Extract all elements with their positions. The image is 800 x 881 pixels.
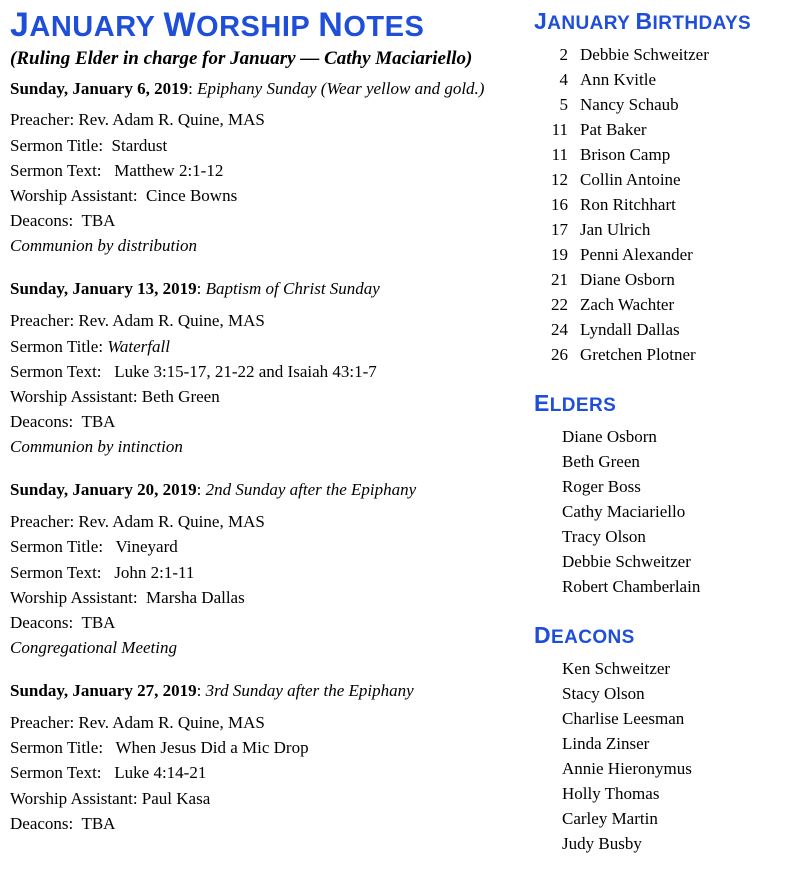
birthday-day: 21 <box>551 269 568 289</box>
list-item <box>534 218 800 243</box>
birthday-day: 16 <box>551 194 568 214</box>
list-item: Debbie Schweitzer <box>562 551 691 571</box>
left-column <box>10 8 530 856</box>
service-theme: Epiphany Sunday (Wear yellow and gold.) <box>197 78 485 98</box>
birthday-day: 11 <box>551 144 568 164</box>
service-separator: : <box>196 279 202 299</box>
service-note: Congregational Meeting <box>10 638 177 657</box>
page-title <box>10 8 524 44</box>
birthday-day: 19 <box>551 244 568 264</box>
service-line-sermon-title: Sermon Title: Vineyard <box>10 537 178 557</box>
list-item <box>534 93 800 118</box>
birthday-day: 2 <box>559 45 568 64</box>
birthday-name: Collin Antoine <box>580 169 681 189</box>
birthday-name: Lyndall Dallas <box>580 319 680 339</box>
list-item: Holly Thomas <box>562 783 660 803</box>
service-theme: Baptism of Christ Sunday <box>205 279 380 299</box>
birthday-name: Ron Ritchhart <box>580 194 676 214</box>
birthday-day: 24 <box>551 319 568 339</box>
list-item: Stacy Olson <box>562 683 645 703</box>
elders-heading-rest: LDERS <box>549 394 617 416</box>
birthday-name: Jan Ulrich <box>580 219 651 239</box>
title-cap-3: N <box>318 6 344 44</box>
service-block <box>10 278 524 459</box>
deacons-heading-rest: EACONS <box>551 626 635 648</box>
birthdays-heading-cap-1: J <box>534 8 548 34</box>
service-line-sermon-title: Sermon Title: Stardust <box>10 135 168 155</box>
list-item <box>534 168 800 193</box>
service-line-preacher: Preacher: Rev. Adam R. Quine, MAS <box>10 512 265 532</box>
list-item <box>534 293 800 318</box>
birthday-name: Penni Alexander <box>580 244 693 264</box>
list-item: Roger Boss <box>562 476 641 496</box>
service-line-sermon-title: Sermon Title: When Jesus Did a Mic Drop <box>10 738 309 758</box>
service-heading <box>10 278 524 301</box>
list-item: Beth Green <box>562 451 640 471</box>
birthday-name: Debbie Schweitzer <box>580 45 709 64</box>
birthday-name: Brison Camp <box>580 144 671 164</box>
service-line-preacher: Preacher: Rev. Adam R. Quine, MAS <box>10 713 265 733</box>
service-separator: : <box>196 480 202 500</box>
service-line-worship-assistant: Worship Assistant: Cince Bowns <box>10 185 238 205</box>
service-block <box>10 479 524 660</box>
list-item <box>534 193 800 218</box>
elders-list <box>534 425 800 600</box>
birthdays-heading-cap-2: B <box>635 8 653 34</box>
list-item: Annie Hieronymus <box>562 758 692 778</box>
list-item <box>534 68 800 93</box>
elders-heading-cap: E <box>534 389 550 416</box>
list-item: Ken Schweitzer <box>562 658 671 678</box>
deacons-heading <box>534 622 800 649</box>
list-item <box>534 43 800 68</box>
service-line-sermon-text: Sermon Text: Luke 4:14-21 <box>10 763 207 783</box>
service-line-deacons: Deacons: TBA <box>10 813 116 833</box>
birthday-day: 5 <box>559 94 568 114</box>
service-line-worship-assistant: Worship Assistant: Paul Kasa <box>10 788 211 808</box>
service-separator: : <box>188 78 193 98</box>
birthdays-heading-rest-1: ANUARY <box>547 13 636 34</box>
birthday-name: Pat Baker <box>580 119 647 139</box>
birthday-day: 26 <box>551 344 568 364</box>
service-theme: 2nd Sunday after the Epiphany <box>205 480 417 500</box>
right-column <box>530 8 800 879</box>
service-line-deacons: Deacons: TBA <box>10 411 116 431</box>
page-subtitle: (Ruling Elder in charge for January — Cathy Maciariello) <box>10 47 473 69</box>
deacons-list <box>534 657 800 857</box>
birthday-name: Gretchen Plotner <box>580 344 696 364</box>
birthday-name: Ann Kvitle <box>580 69 657 89</box>
service-heading <box>10 680 524 703</box>
list-item <box>534 268 800 293</box>
birthday-name: Nancy Schaub <box>580 94 679 114</box>
service-block <box>10 78 524 259</box>
sermon-title-value: Waterfall <box>107 336 170 356</box>
service-note: Communion by distribution <box>10 236 198 256</box>
service-line-worship-assistant: Worship Assistant: Marsha Dallas <box>10 587 245 607</box>
service-line-deacons: Deacons: TBA <box>10 211 116 231</box>
service-line-worship-assistant: Worship Assistant: Beth Green <box>10 386 220 406</box>
title-rest-2: ORSHIP <box>196 11 310 43</box>
birthday-day: 4 <box>559 69 568 89</box>
birthday-day: 11 <box>551 119 568 139</box>
service-date: Sunday, January 13, 2019 <box>10 279 197 299</box>
deacons-heading-cap: D <box>534 621 552 648</box>
title-rest-1: ANUARY <box>29 11 155 43</box>
birthday-day: 17 <box>551 219 568 239</box>
service-heading <box>10 78 524 101</box>
birthday-name: Zach Wachter <box>580 294 675 314</box>
title-cap-1: J <box>10 6 30 44</box>
service-line-sermon-text: Sermon Text: Matthew 2:1-12 <box>10 160 224 180</box>
elders-heading <box>534 390 800 417</box>
service-line-deacons: Deacons: TBA <box>10 612 116 632</box>
list-item: Diane Osborn <box>562 426 657 446</box>
birthdays-heading-rest-2: IRTHDAYS <box>652 13 752 34</box>
service-line-sermon-title: Sermon Title: Waterfall <box>10 336 170 356</box>
list-item <box>534 343 800 368</box>
list-item <box>534 143 800 168</box>
birthday-day: 12 <box>551 169 568 189</box>
service-block <box>10 680 524 836</box>
birthday-name: Diane Osborn <box>580 269 675 289</box>
list-item <box>534 318 800 343</box>
service-line-preacher: Preacher: Rev. Adam R. Quine, MAS <box>10 311 265 331</box>
birthday-list <box>534 43 800 368</box>
service-separator: : <box>196 681 202 701</box>
service-heading <box>10 479 524 502</box>
birthdays-heading <box>534 8 800 35</box>
list-item: Tracy Olson <box>562 526 646 546</box>
list-item: Carley Martin <box>562 808 658 828</box>
list-item <box>534 118 800 143</box>
service-line-sermon-text: Sermon Text: Luke 3:15-17, 21-22 and Isaiah 43:1-7 <box>10 361 377 381</box>
title-cap-2: W <box>163 6 197 44</box>
list-item: Linda Zinser <box>562 733 650 753</box>
list-item: Judy Busby <box>562 833 642 853</box>
list-item: Charlise Leesman <box>562 708 685 728</box>
list-item <box>534 243 800 268</box>
service-date: Sunday, January 6, 2019 <box>10 78 189 98</box>
service-line-sermon-text: Sermon Text: John 2:1-11 <box>10 562 195 582</box>
service-theme: 3rd Sunday after the Epiphany <box>205 681 414 701</box>
service-date: Sunday, January 20, 2019 <box>10 480 197 500</box>
service-date: Sunday, January 27, 2019 <box>10 681 197 701</box>
title-rest-3: OTES <box>343 11 425 43</box>
service-line-preacher: Preacher: Rev. Adam R. Quine, MAS <box>10 110 265 130</box>
list-item: Robert Chamberlain <box>562 576 701 596</box>
birthday-day: 22 <box>551 294 568 314</box>
list-item: Cathy Maciariello <box>562 501 686 521</box>
service-note: Communion by intinction <box>10 437 183 457</box>
